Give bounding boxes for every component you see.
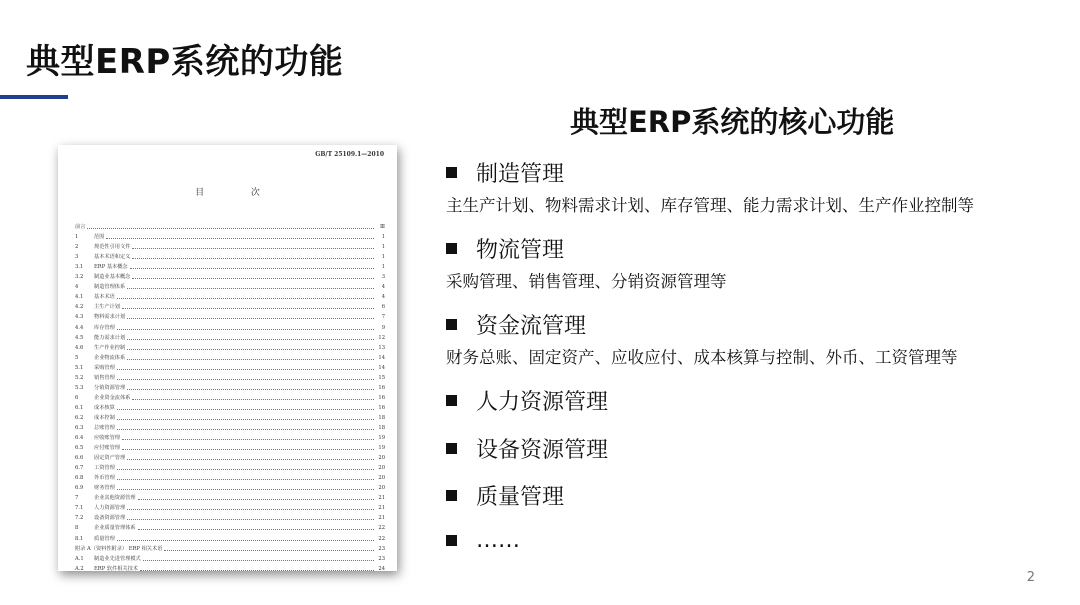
- toc-number: 6.4: [75, 435, 84, 442]
- toc-number: 7.1: [75, 505, 84, 512]
- item-description: 采购管理、销售管理、分销资源管理等: [446, 272, 727, 291]
- toc-label: 成本核算: [94, 404, 115, 411]
- toc-leader-dots: [132, 399, 374, 400]
- toc-page: 16: [378, 394, 385, 401]
- item-label: 人力资源管理: [476, 390, 609, 415]
- toc-leader-dots: [127, 459, 374, 460]
- toc-row: [75, 270, 385, 280]
- toc-page: 1: [381, 234, 385, 241]
- toc-page: 16: [378, 384, 385, 391]
- toc-page: 3: [381, 274, 385, 281]
- toc-number: 4.4: [75, 324, 84, 331]
- toc-number: 5.3: [75, 384, 84, 391]
- toc-label: 物料需求计划: [94, 314, 126, 321]
- core-functions-title: 典型ERP系统的核心功能: [570, 105, 895, 139]
- toc-page: 23: [378, 545, 385, 552]
- toc-label: 应付账管理: [94, 445, 120, 452]
- toc-label: 企业资金流体系: [94, 394, 131, 401]
- slide-title: 典型ERP系统的功能: [26, 42, 344, 82]
- toc-label: 企业其他资源管理: [94, 495, 136, 502]
- toc-page: 7: [381, 314, 385, 321]
- toc-page: 21: [378, 515, 385, 522]
- toc-row: [75, 310, 385, 320]
- toc-number: 4.2: [75, 304, 84, 311]
- item-more: [446, 528, 520, 553]
- toc-label: 制造业先进管理模式: [94, 555, 141, 562]
- toc-row: [75, 511, 385, 521]
- toc-row: [75, 260, 385, 270]
- bullet-square-icon: [446, 243, 457, 254]
- item-equipment: [446, 433, 608, 464]
- toc-label: 生产作业控制: [94, 344, 126, 351]
- toc-page: 14: [378, 364, 385, 371]
- toc-leader-dots: [117, 298, 374, 299]
- item-hr: [446, 385, 608, 416]
- toc-row: [75, 481, 385, 491]
- item-label: 物流管理: [476, 238, 565, 263]
- bullet-square-icon: [446, 490, 457, 501]
- toc-row: [75, 220, 385, 230]
- toc-page: 4: [381, 294, 385, 301]
- toc-label: 基本术语和定义: [94, 254, 131, 261]
- toc-page: 22: [378, 525, 385, 532]
- page-number: 2: [1026, 570, 1035, 585]
- toc-page: 20: [378, 465, 385, 472]
- toc-page: 18: [378, 424, 385, 431]
- toc-row: [75, 280, 385, 290]
- toc-leader-dots: [117, 409, 374, 410]
- toc-row: [75, 331, 385, 341]
- toc-page: 1: [381, 244, 385, 251]
- toc-page: 9: [381, 324, 385, 331]
- toc-label: 企业物流体系: [94, 354, 126, 361]
- bullet-square-icon: [446, 535, 457, 546]
- item-label: 制造管理: [476, 162, 565, 187]
- toc-leader-dots: [127, 359, 374, 360]
- toc-number: 5.2: [75, 374, 84, 381]
- toc-label: ERP 基本概念: [94, 264, 128, 271]
- toc-number: 6.9: [75, 485, 84, 492]
- toc-number: 4.3: [75, 314, 84, 321]
- toc-row: [75, 320, 385, 330]
- toc-page: 1: [381, 254, 385, 261]
- toc-row: [75, 562, 385, 571]
- toc-label: 工资管理: [94, 465, 115, 472]
- toc-number: 3.2: [75, 274, 84, 281]
- toc-row: [75, 451, 385, 461]
- toc-page: 12: [378, 334, 385, 341]
- toc-leader-dots: [122, 449, 374, 450]
- toc-leader-dots: [122, 308, 374, 309]
- toc-label: 分销资源管理: [94, 384, 126, 391]
- toc-row: [75, 552, 385, 562]
- toc-number: 7: [75, 495, 79, 502]
- toc-number: 4.1: [75, 294, 84, 301]
- toc-leader-dots: [117, 489, 374, 490]
- toc-number: 5: [75, 354, 79, 361]
- toc-leader-dots: [127, 318, 374, 319]
- item-label: 资金流管理: [476, 314, 587, 339]
- toc-row: [75, 341, 385, 351]
- standard-number: GB/T 25109.1—2010: [315, 151, 384, 158]
- toc-number: 6: [75, 394, 79, 401]
- toc-label: 能力需求计划: [94, 334, 126, 341]
- toc-leader-dots: [127, 339, 374, 340]
- toc-page: 19: [378, 435, 385, 442]
- toc-leader-dots: [132, 278, 374, 279]
- toc-label: 库存管理: [94, 324, 115, 331]
- toc-label: 制造管理体系: [94, 284, 126, 291]
- document-image: [58, 145, 397, 571]
- bullet-square-icon: [446, 167, 457, 178]
- toc-page: 16: [378, 404, 385, 411]
- toc-row: [75, 381, 385, 391]
- toc-page: 24: [378, 565, 385, 571]
- toc-leader-dots: [117, 419, 374, 420]
- toc-number: A.2: [75, 565, 84, 571]
- toc-number: 4.5: [75, 334, 84, 341]
- toc-row: [75, 431, 385, 441]
- toc-leader-dots: [117, 469, 374, 470]
- toc-number: 3.1: [75, 264, 84, 271]
- toc-label: 质量管理: [94, 535, 115, 542]
- toc-leader-dots: [132, 248, 374, 249]
- toc-page: 15: [378, 374, 385, 381]
- toc-page: 23: [378, 555, 385, 562]
- toc-label: 固定资产管理: [94, 455, 126, 462]
- toc-leader-dots: [138, 499, 374, 500]
- toc-row: [75, 391, 385, 401]
- toc-number: 5.1: [75, 364, 84, 371]
- toc-row: [75, 421, 385, 431]
- toc-list: [75, 220, 385, 571]
- toc-leader-dots: [143, 560, 374, 561]
- toc-leader-dots: [87, 228, 374, 229]
- bullet-square-icon: [446, 319, 457, 330]
- toc-label: 企业质量管理体系: [94, 525, 136, 532]
- toc-row: [75, 250, 385, 260]
- toc-page: Ⅲ: [379, 224, 385, 231]
- toc-page: 6: [381, 304, 385, 311]
- title-accent-bar: [0, 95, 68, 99]
- item-label: ……: [476, 528, 520, 553]
- toc-leader-dots: [106, 238, 374, 239]
- toc-number: 3: [75, 254, 79, 261]
- toc-row: [75, 491, 385, 501]
- toc-page: 19: [378, 445, 385, 452]
- toc-number: 7.2: [75, 515, 84, 522]
- toc-leader-dots: [138, 529, 374, 530]
- item-description: 主生产计划、物料需求计划、库存管理、能力需求计划、生产作业控制等: [446, 196, 974, 215]
- toc-page: 22: [378, 535, 385, 542]
- toc-row: [75, 300, 385, 310]
- toc-row: [75, 230, 385, 240]
- toc-leader-dots: [127, 389, 374, 390]
- toc-label: 附录 A（资料性附录） ERP 相关术语: [75, 545, 163, 552]
- toc-row: [75, 411, 385, 421]
- toc-number: 6.2: [75, 414, 84, 421]
- item-manufacturing: [446, 157, 564, 188]
- item-capital-flow: [446, 309, 586, 340]
- toc-number: 8.1: [75, 535, 84, 542]
- toc-number: 8: [75, 525, 79, 532]
- toc-leader-dots: [127, 349, 374, 350]
- toc-label: 制造业基本概念: [94, 274, 131, 281]
- toc-leader-dots: [117, 379, 374, 380]
- toc-number: 6.1: [75, 404, 84, 411]
- toc-number: 6.6: [75, 455, 84, 462]
- toc-row: [75, 371, 385, 381]
- toc-row: [75, 471, 385, 481]
- toc-leader-dots: [117, 369, 374, 370]
- toc-row: [75, 351, 385, 361]
- toc-label: 销售管理: [94, 374, 115, 381]
- toc-label: 人力资源管理: [94, 505, 126, 512]
- toc-leader-dots: [117, 429, 374, 430]
- toc-number: 6.5: [75, 445, 84, 452]
- toc-number: 6.8: [75, 475, 84, 482]
- toc-page: 14: [378, 354, 385, 361]
- bullet-square-icon: [446, 395, 457, 406]
- toc-number: 6.7: [75, 465, 84, 472]
- toc-row: [75, 361, 385, 371]
- toc-label: 设备资源管理: [94, 515, 126, 522]
- item-quality: [446, 480, 564, 511]
- toc-row: [75, 542, 385, 552]
- toc-row: [75, 240, 385, 250]
- toc-page: 20: [378, 475, 385, 482]
- toc-label: 基本术语: [94, 294, 115, 301]
- toc-label: 前言: [75, 224, 86, 231]
- toc-number: A.1: [75, 555, 84, 562]
- toc-number: 4: [75, 284, 79, 291]
- toc-leader-dots: [117, 540, 374, 541]
- toc-number: 1: [75, 234, 79, 241]
- toc-page: 4: [381, 284, 385, 291]
- toc-row: [75, 521, 385, 531]
- toc-label: 财务管理: [94, 485, 115, 492]
- toc-leader-dots: [122, 439, 374, 440]
- toc-page: 18: [378, 414, 385, 421]
- toc-page: 13: [378, 344, 385, 351]
- toc-leader-dots: [140, 570, 374, 571]
- toc-page: 1: [381, 264, 385, 271]
- toc-page: 21: [378, 495, 385, 502]
- toc-label: 总账管理: [94, 424, 115, 431]
- toc-leader-dots: [117, 329, 374, 330]
- toc-page: 21: [378, 505, 385, 512]
- toc-label: 范围: [94, 234, 105, 241]
- toc-leader-dots: [127, 288, 374, 289]
- toc-label: 规范性引用文件: [94, 244, 131, 251]
- item-description: 财务总账、固定资产、应收应付、成本核算与控制、外币、工资管理等: [446, 348, 958, 367]
- toc-page: 20: [378, 485, 385, 492]
- toc-leader-dots: [130, 268, 374, 269]
- toc-row: [75, 461, 385, 471]
- toc-leader-dots: [164, 550, 374, 551]
- toc-row: [75, 501, 385, 511]
- item-label: 质量管理: [476, 485, 565, 510]
- bullet-square-icon: [446, 443, 457, 454]
- toc-label: 应收账管理: [94, 435, 120, 442]
- toc-label: ERP 软件相关技术: [94, 565, 138, 571]
- toc-page: 20: [378, 455, 385, 462]
- toc-label: 主生产计划: [94, 304, 120, 311]
- item-logistics: [446, 233, 564, 264]
- toc-number: 4.6: [75, 344, 84, 351]
- toc-label: 外币管理: [94, 475, 115, 482]
- toc-row: [75, 401, 385, 411]
- toc-leader-dots: [127, 509, 374, 510]
- toc-label: 成本控制: [94, 414, 115, 421]
- item-label: 设备资源管理: [476, 438, 609, 463]
- toc-row: [75, 441, 385, 451]
- toc-heading: 目 次: [195, 188, 282, 198]
- toc-row: [75, 290, 385, 300]
- toc-leader-dots: [117, 479, 374, 480]
- toc-number: 2: [75, 244, 79, 251]
- toc-row: [75, 531, 385, 541]
- toc-label: 采购管理: [94, 364, 115, 371]
- toc-leader-dots: [132, 258, 374, 259]
- toc-number: 6.3: [75, 424, 84, 431]
- toc-leader-dots: [127, 519, 374, 520]
